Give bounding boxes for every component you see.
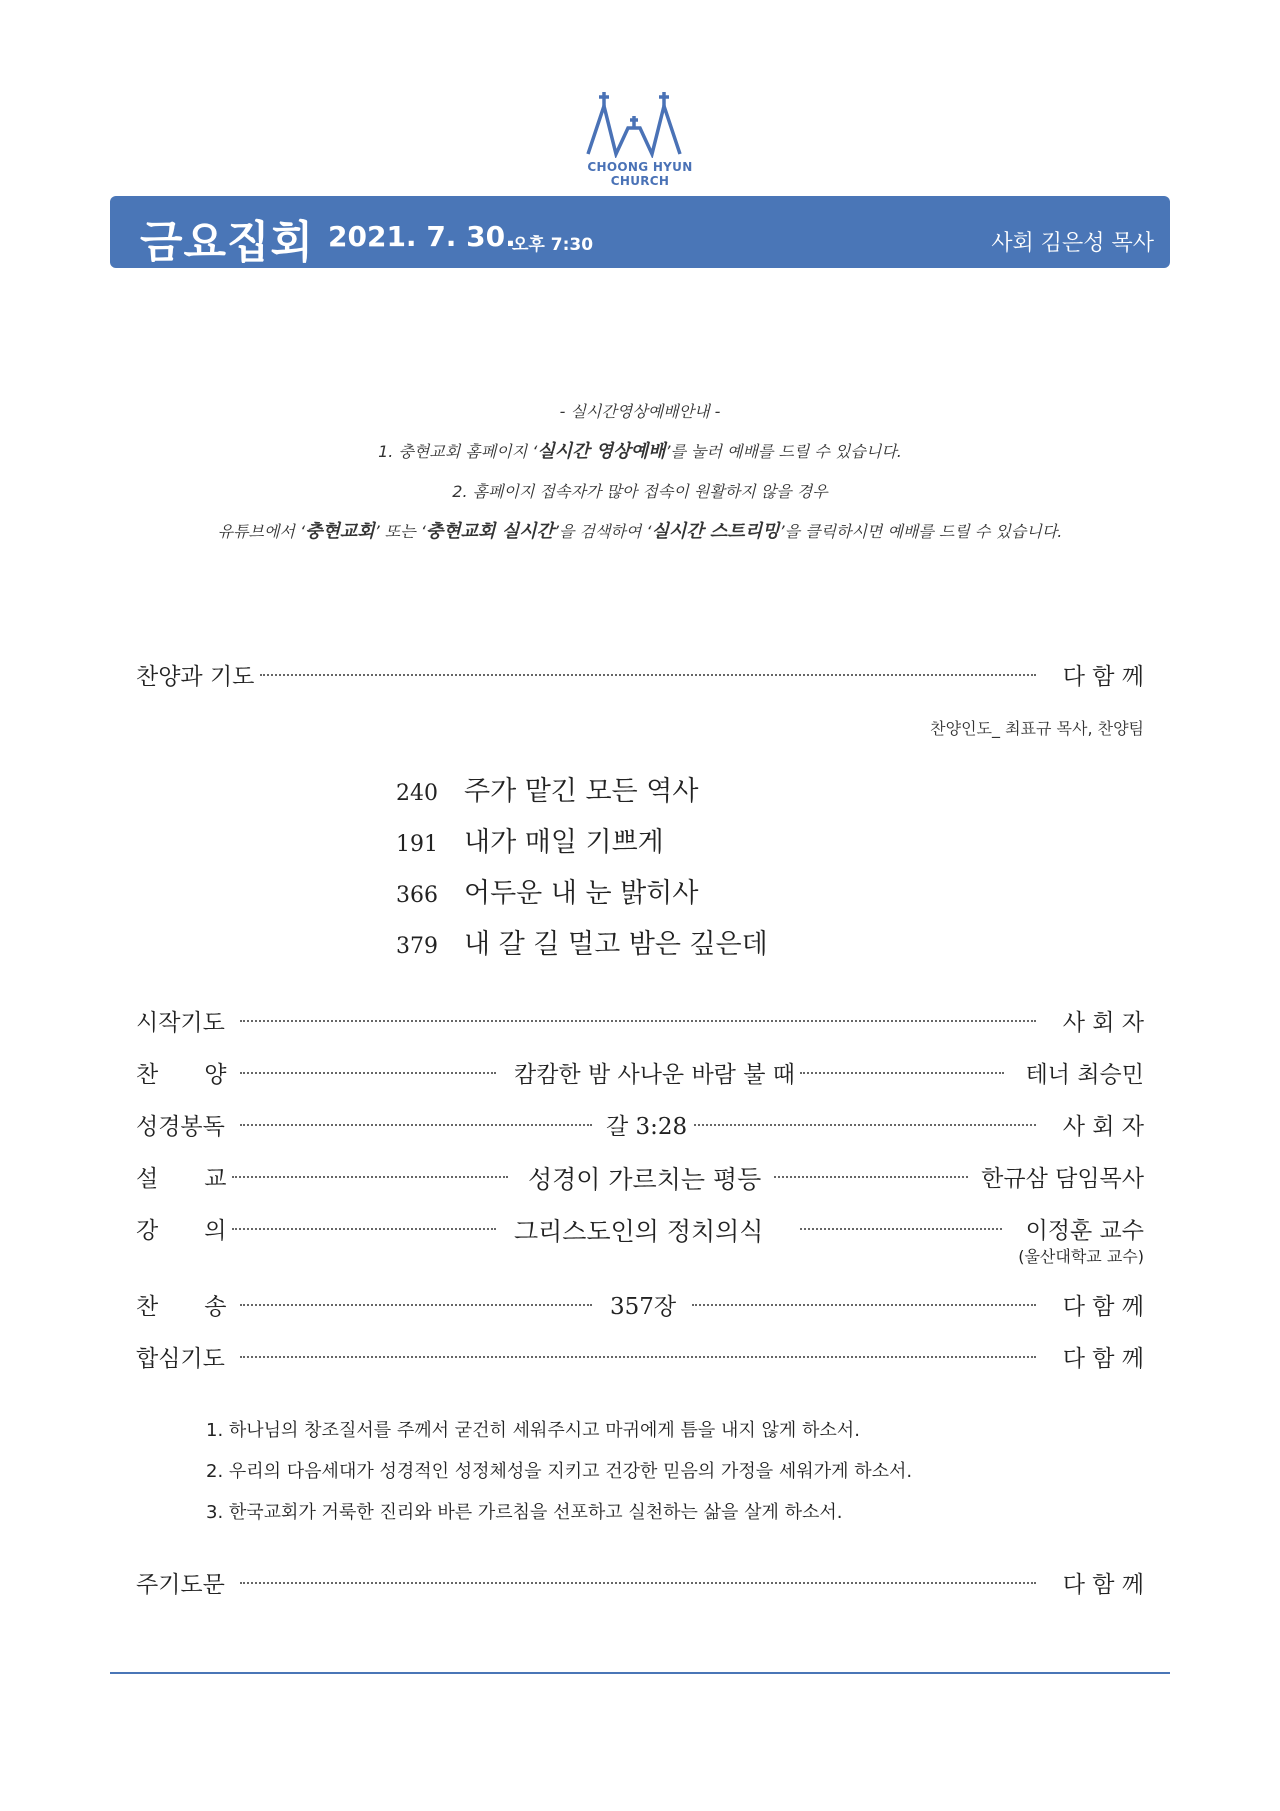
service-leader: 사회 김은성 목사 xyxy=(991,231,1154,256)
prayer-item: 2. 우리의 다음세대가 성경적인 성정체성을 지키고 건강한 믿음의 가정을 세워가게 하소서. xyxy=(206,1461,913,1482)
order-row-lords-prayer xyxy=(136,1566,1144,1600)
leader-dots xyxy=(694,1124,1036,1126)
order-label: 찬 양 xyxy=(136,1062,227,1088)
notice-bold: 충현교회 실시간 xyxy=(425,521,554,542)
notice-line-1 xyxy=(110,432,1170,472)
order-label: 주기도문 xyxy=(136,1572,225,1598)
notice-heading: - 실시간영상예배안내 - xyxy=(559,402,721,421)
order-title: 캄캄한 밤 사나운 바람 불 때 xyxy=(514,1062,795,1088)
order-responsible: 다 함 께 xyxy=(1062,1346,1144,1372)
leader-dots xyxy=(232,1176,508,1178)
order-responsible: 이정훈 교수 xyxy=(1025,1218,1144,1244)
hymn-item xyxy=(396,817,768,868)
hymn-number: 240 xyxy=(396,781,438,806)
service-date: 2021. 7. 30. xyxy=(328,220,516,253)
notice-text: ’을 클릭하시면 예배를 드릴 수 있습니다. xyxy=(779,522,1063,541)
order-row-praise xyxy=(136,658,1144,692)
leader-dots xyxy=(232,1228,496,1230)
praise-leader-note: 찬양인도_ 최표규 목사, 찬양팀 xyxy=(930,719,1144,738)
service-time: 오후 7:30 xyxy=(512,235,594,255)
leader-dots xyxy=(240,1356,1036,1358)
order-responsible: 테너 최승민 xyxy=(1025,1062,1144,1088)
footer-divider xyxy=(110,1672,1170,1674)
order-title: 그리스도인의 정치의식 xyxy=(514,1217,764,1246)
hymn-list xyxy=(396,766,768,970)
order-label: 합심기도 xyxy=(136,1346,225,1372)
notice-text: ’를 눌러 예배를 드릴 수 있습니다. xyxy=(665,442,902,461)
order-title: 357장 xyxy=(610,1294,677,1320)
order-label: 성경봉독 xyxy=(136,1114,225,1140)
hymn-item xyxy=(396,766,768,817)
order-label: 강 의 xyxy=(136,1218,227,1244)
order-row-hymn xyxy=(136,1288,1144,1322)
order-label: 시작기도 xyxy=(136,1010,225,1036)
hymn-item xyxy=(396,868,768,919)
hymn-number: 191 xyxy=(396,832,438,857)
order-title: 갈 3:28 xyxy=(606,1114,688,1140)
leader-dots xyxy=(774,1176,968,1178)
order-label: 찬 송 xyxy=(136,1294,227,1320)
leader-dots xyxy=(692,1304,1036,1306)
church-logo xyxy=(560,88,720,188)
notice-line-2: 2. 홈페이지 접속자가 많아 접속이 원활하지 않을 경우 xyxy=(452,482,828,501)
notice-bold: 실시간 스트리밍 xyxy=(651,521,780,542)
leader-dots xyxy=(240,1020,1036,1022)
hymn-number: 366 xyxy=(396,883,438,908)
order-responsible: 사 회 자 xyxy=(1062,1010,1144,1036)
hymn-item xyxy=(396,919,768,970)
order-label: 설 교 xyxy=(136,1166,227,1192)
leader-dots xyxy=(240,1124,592,1126)
notice-bold: 충현교회 xyxy=(305,521,375,542)
prayer-item: 1. 하나님의 창조질서를 주께서 굳건히 세워주시고 마귀에게 틈을 내지 않게 하소서. xyxy=(206,1420,860,1441)
header-bar xyxy=(110,196,1170,268)
order-row-lecture xyxy=(136,1212,1144,1246)
leader-dots xyxy=(240,1582,1036,1584)
order-title: 성경이 가르치는 평등 xyxy=(528,1165,762,1194)
order-responsible: 한규삼 담임목사 xyxy=(981,1166,1144,1192)
church-crosses-icon xyxy=(580,88,700,158)
hymn-title: 주가 맡긴 모든 역사 xyxy=(464,776,699,807)
leader-dots xyxy=(240,1304,592,1306)
livestream-notice xyxy=(110,392,1170,552)
leader-dots xyxy=(800,1072,1004,1074)
order-row-scripture xyxy=(136,1108,1144,1142)
order-responsible: 사 회 자 xyxy=(1062,1114,1144,1140)
prayer-item: 3. 한국교회가 거룩한 진리와 바른 가르침을 선포하고 실천하는 삶을 살게 하소서. xyxy=(206,1502,843,1523)
leader-dots xyxy=(260,674,1036,676)
notice-text: 유튜브에서 ‘ xyxy=(217,522,306,541)
leader-dots xyxy=(240,1072,496,1074)
notice-bold: 실시간 영상예배 xyxy=(537,441,666,462)
order-responsible: 다 함 께 xyxy=(1062,664,1144,690)
order-row-special-song xyxy=(136,1056,1144,1090)
prayer-topics xyxy=(206,1410,912,1533)
order-responsible: 다 함 께 xyxy=(1062,1294,1144,1320)
order-label: 찬양과 기도 xyxy=(136,664,255,690)
logo-text: CHOONG HYUN CHURCH xyxy=(587,160,693,188)
hymn-number: 379 xyxy=(396,934,438,959)
notice-text: ’을 검색하여 ‘ xyxy=(553,522,652,541)
hymn-title: 어두운 내 눈 밝히사 xyxy=(464,878,699,909)
order-row-unison-prayer xyxy=(136,1340,1144,1374)
hymn-title: 내 갈 길 멀고 밤은 깊은데 xyxy=(464,929,768,960)
order-responsible: 다 함 께 xyxy=(1062,1572,1144,1598)
leader-dots xyxy=(800,1228,1002,1230)
notice-line-3 xyxy=(110,512,1170,552)
lecturer-affiliation: (울산대학교 교수) xyxy=(1018,1247,1144,1266)
service-title: 금요집회 xyxy=(140,217,315,268)
hymn-title: 내가 매일 기쁘게 xyxy=(464,827,664,858)
notice-text: 1. 충현교회 홈페이지 ‘ xyxy=(378,442,538,461)
order-row-sermon xyxy=(136,1160,1144,1194)
notice-text: ’ 또는 ‘ xyxy=(374,522,426,541)
order-row-opening-prayer xyxy=(136,1004,1144,1038)
